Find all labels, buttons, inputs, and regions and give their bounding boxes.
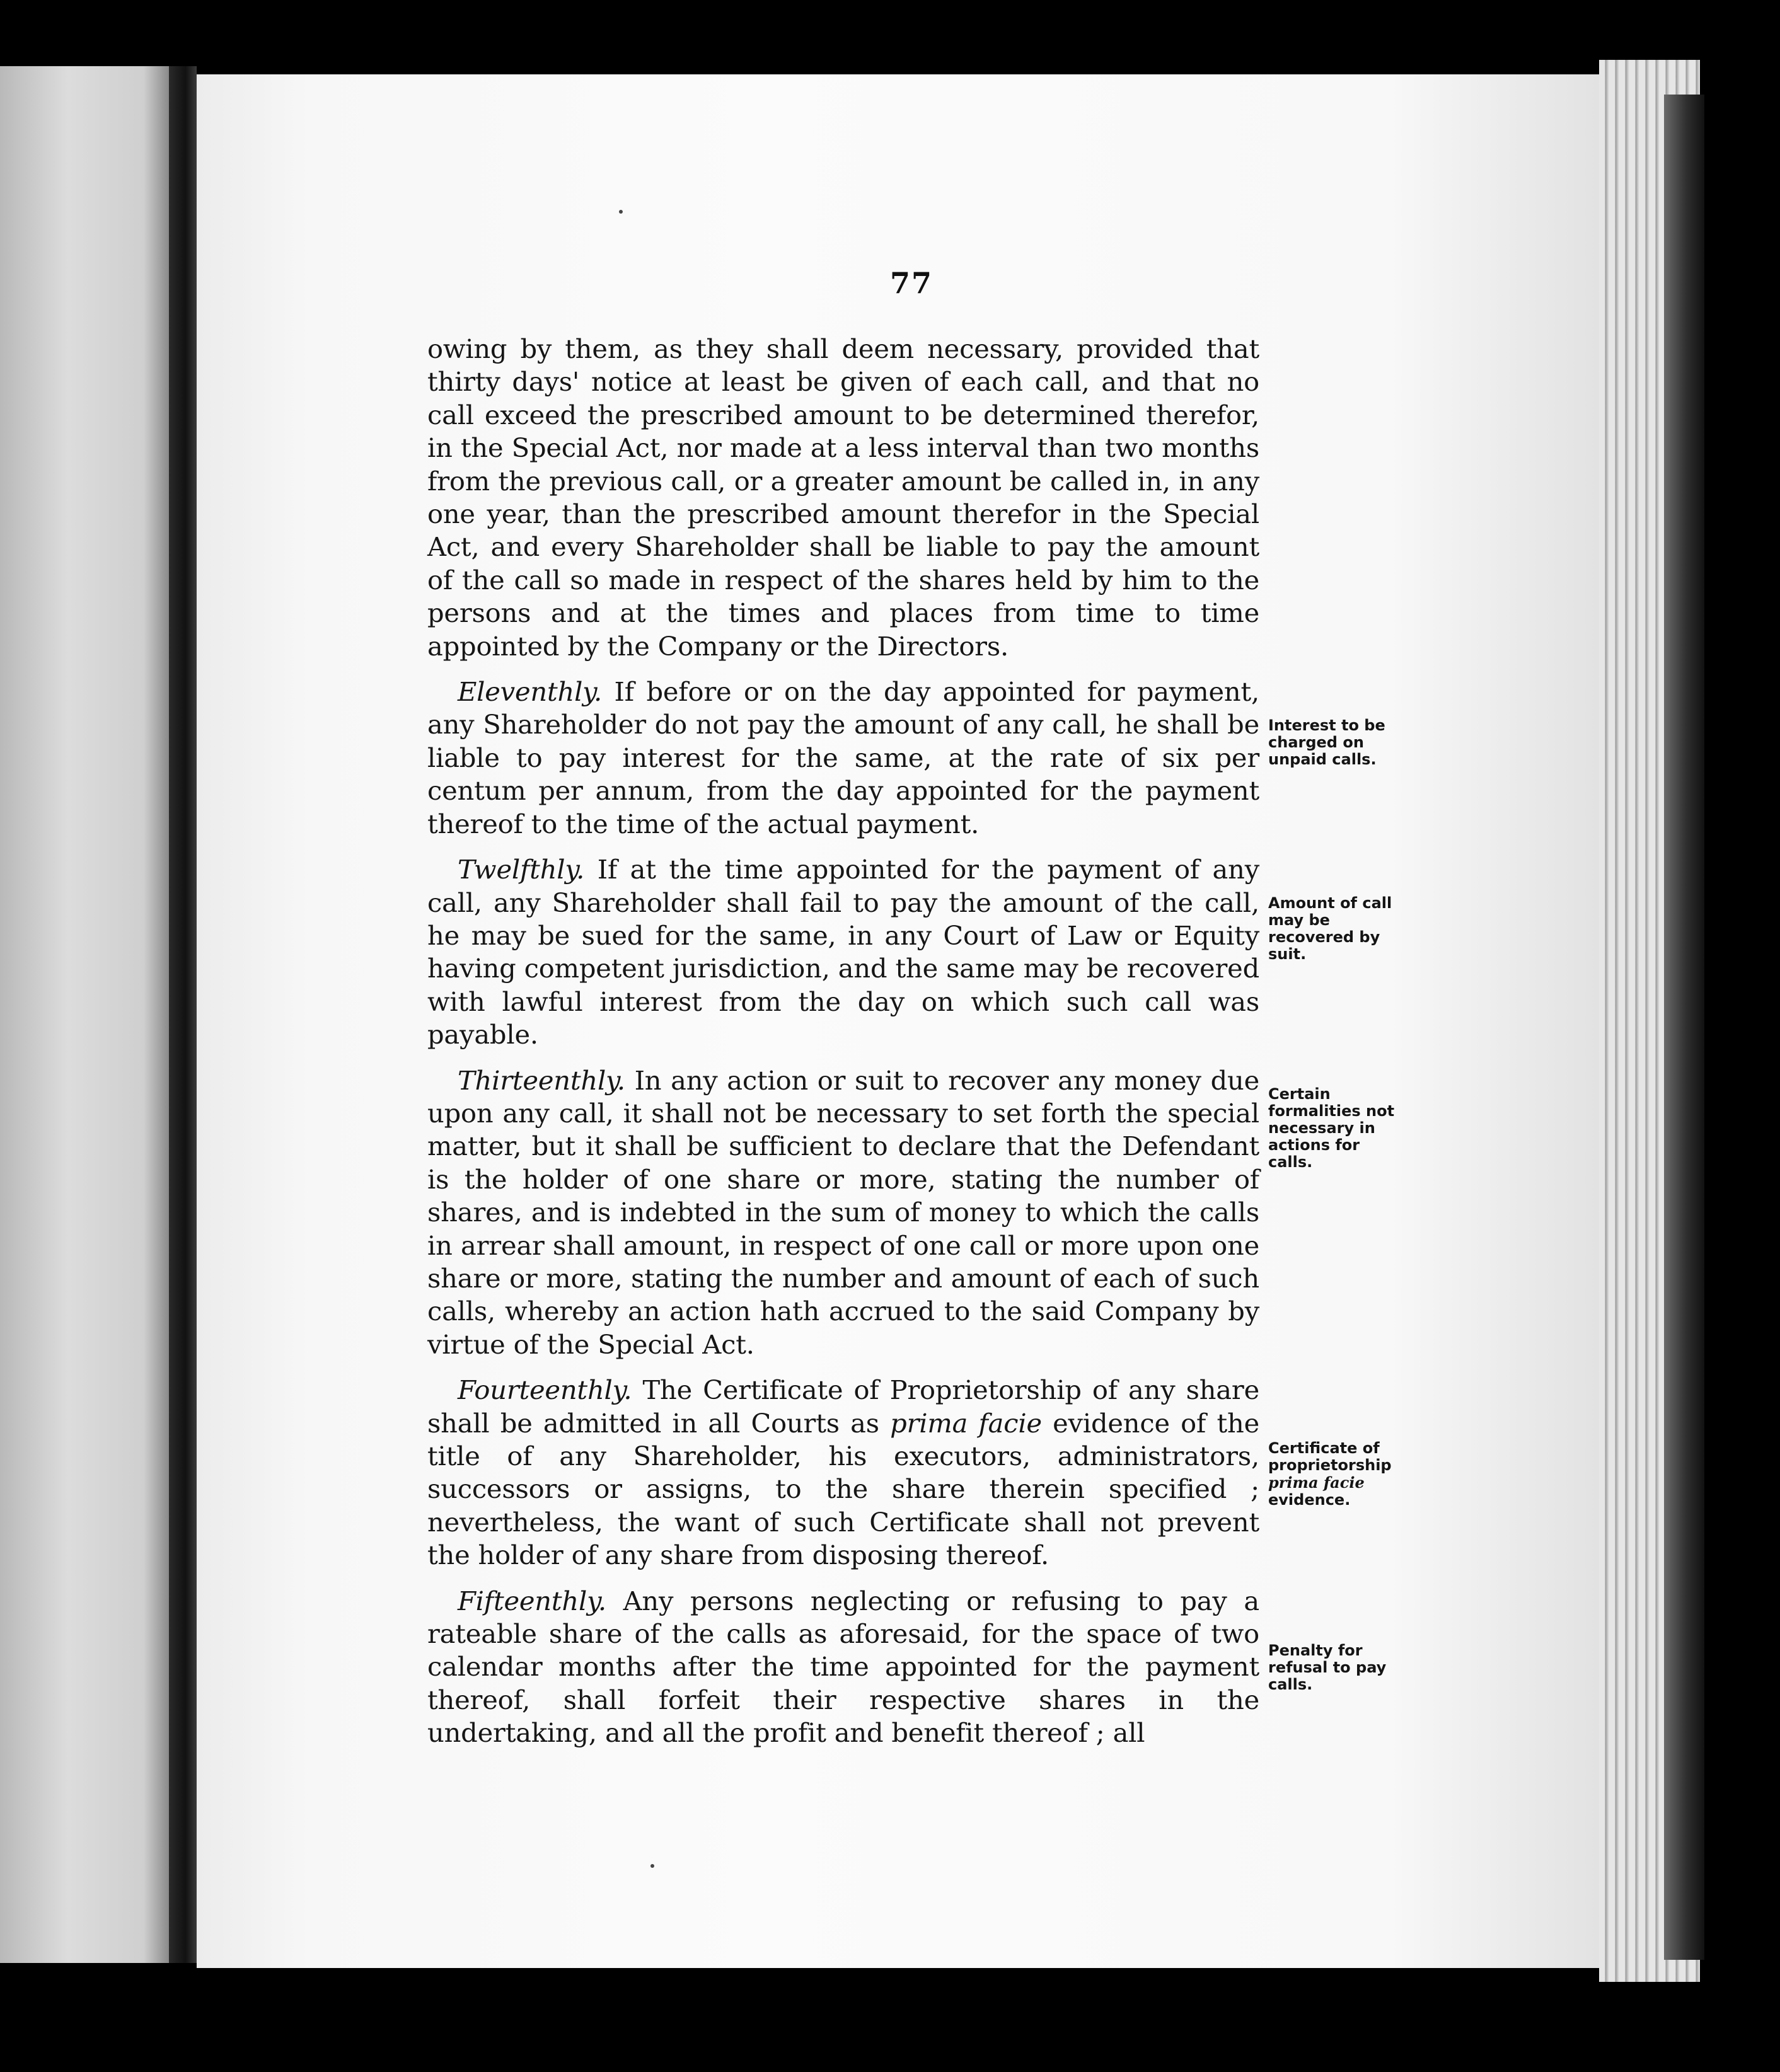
book-cover-edge xyxy=(1664,95,1704,1960)
print-speck xyxy=(650,1864,654,1868)
section-heading: Thirteenthly. xyxy=(458,1064,625,1096)
margin-note-italic: prima facie xyxy=(1268,1473,1365,1492)
margin-note-text: Certificate of proprietorship xyxy=(1268,1439,1392,1474)
margin-note-recovery: Amount of call may be recovered by suit. xyxy=(1268,894,1392,963)
paragraph-eleventhly xyxy=(427,676,1259,841)
continuation-paragraph: owing by them, as they shall deem necessary, provided that thirty days' notice at least be given of each call, and that no call exceed the prescribed amount to be determined therefor, in the Special Act, nor made at a less interval than two months from the previous call, or a greater amount be called in, in any one year, than the prescribed amount therefor in the Special Act, and every Shareholder shall be liable to pay the amount of the call so made in respect of the shares held by him to the persons and at the times and places from time to time appointed by the Company or the Directors. xyxy=(427,333,1259,662)
facing-page-edge xyxy=(0,66,169,1963)
margin-note-interest: Interest to be charged on unpaid calls. xyxy=(1268,717,1385,768)
paragraph-text: Any persons neglecting or refusing to pay a rateable share of the calls as aforesaid, for the space of two calendar months after the time appointed for the payment thereof, shall forfeit their respective shares in the undertaking, and all the profit and benefit thereof ; all xyxy=(427,1585,1259,1749)
paragraph-fifteenthly xyxy=(427,1585,1259,1750)
paragraph-text: If at the time appointed for the payment of any call, any Shareholder shall fail to pay the amount of the call, he may be sued for the same, in any Court of Law or Equity having competent jurisdiction, and the same may be recovered with lawful interest from the day on which such call was payable. xyxy=(427,854,1259,1050)
paragraph-text: If before or on the day appointed for payment, any Shareholder do not pay the amount of any call, he shall be liable to pay interest for the same, at the rate of six per centum per annum, from the day appointed for the payment thereof to the time of the actual payment. xyxy=(427,676,1259,839)
margin-note-penalty: Penalty for refusal to pay calls. xyxy=(1268,1642,1387,1693)
print-speck xyxy=(619,210,623,214)
page-number: 77 xyxy=(890,266,933,300)
paragraph-fourteenthly xyxy=(427,1374,1259,1572)
margin-note-certificate xyxy=(1268,1440,1404,1509)
margin-note-text: evidence. xyxy=(1268,1491,1351,1509)
book-gutter xyxy=(169,66,197,1963)
paragraph-text: evidence of the title of any Shareholder, his executors, administrators, successors or assigns, to the share therein specified ; nevertheless, the want of such Certificate shall not prevent the holder of any share from disposing thereof. xyxy=(427,1407,1259,1571)
paragraph-text: The Certificate of Proprietorship of any share shall be admitted in all Courts as xyxy=(427,1374,1259,1439)
paragraph-twelfthly xyxy=(427,853,1259,1051)
paragraph-thirteenthly xyxy=(427,1064,1259,1362)
section-heading: Twelfthly. xyxy=(458,854,585,885)
section-heading: Eleventhly. xyxy=(458,676,602,708)
section-heading: Fifteenthly. xyxy=(458,1585,606,1616)
page-body xyxy=(427,333,1259,1750)
section-heading: Fourteenthly. xyxy=(458,1374,632,1406)
paragraph-italic-text: prima facie xyxy=(890,1407,1042,1439)
margin-note-formalities: Certain formalities not necessary in actions for calls. xyxy=(1268,1085,1395,1171)
paragraph-text: In any action or suit to recover any money due upon any call, it shall not be necessary to set forth the special matter, but it shall be sufficient to declare that the Defendant is the holder of one share or more, stating the number of shares, and is indebted in the sum of money to which the calls in arrear shall amount, in respect of one call or more upon one share or more, stating the number and amount of each of such calls, whereby an action hath accrued to the said Company by virtue of the Special Act. xyxy=(427,1064,1259,1360)
